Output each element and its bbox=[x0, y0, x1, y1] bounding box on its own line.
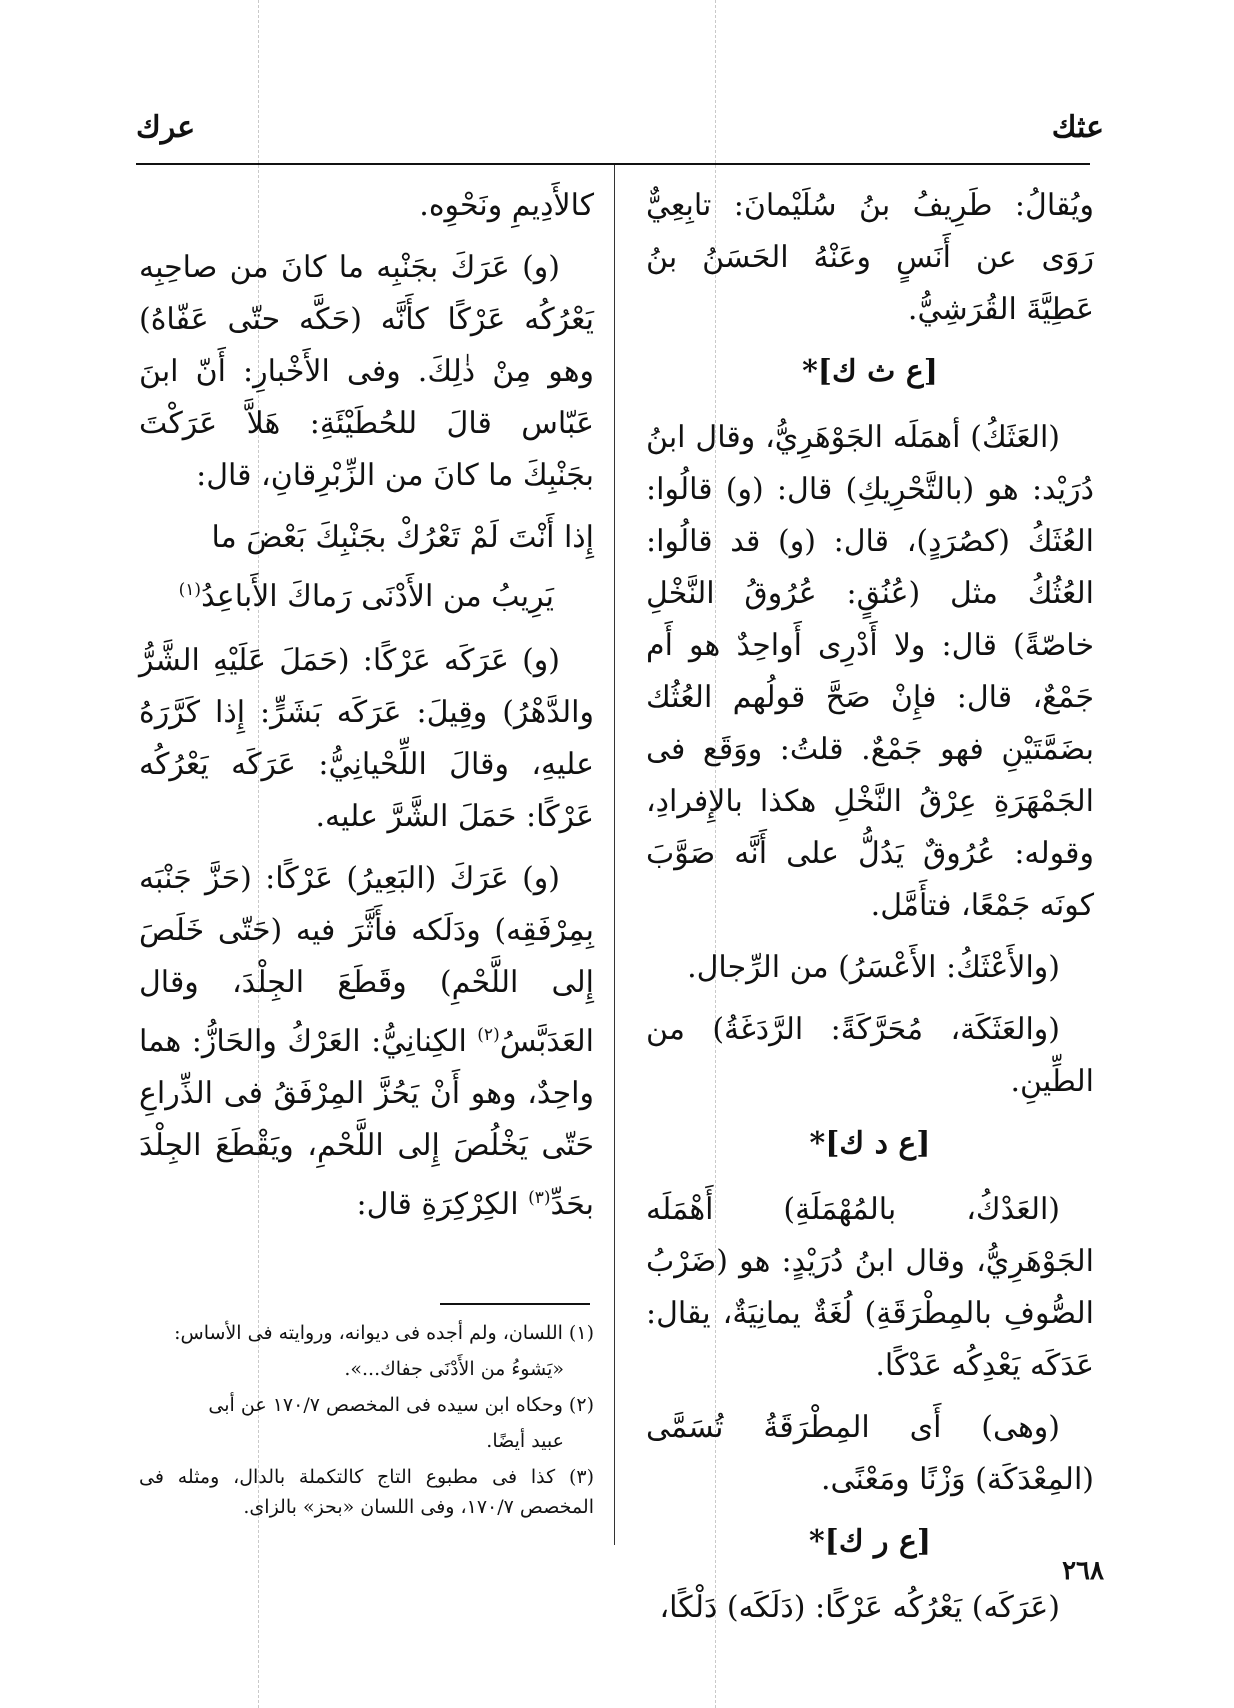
entry-heading: [ع د ك]* bbox=[809, 1126, 931, 1161]
paragraph bbox=[139, 853, 594, 1231]
paragraph: (العَدْكُ، بالمُهْمَلَةِ) أَهْمَلَه الجَوْهَرِيُّ، وقال ابنُ دُرَيْدٍ: هو (ضَرْبُ الصُّوفِ بالمِطْرَقَةِ) لُغَةٌ يمانِيَةٌ، يقال: عَدَكَه يَعْدِكُه عَدْكًا. bbox=[646, 1192, 1094, 1383]
footnote-continuation: عبيد أيضًا. bbox=[486, 1430, 564, 1452]
footnote-marker: (٣) bbox=[528, 1188, 551, 1208]
paragraph: (والأَعْثَكُ: الأَعْسَرُ) من الرِّجال. bbox=[687, 950, 1060, 985]
running-header-right: عثك bbox=[1051, 110, 1104, 145]
paragraph: (وهى) أَى المِطْرَقَةُ تُسَمَّى (المِعْدَكَة) وَزْنًا ومَعْنًى. bbox=[646, 1410, 1094, 1497]
footnote: (١) اللسان، ولم أجده فى ديوانه، وروايته فى الأساس: bbox=[174, 1322, 594, 1344]
right-column bbox=[646, 180, 1094, 1644]
page-number: ٢٦٨ bbox=[1062, 1556, 1104, 1586]
entry-heading: [ع ر ك]* bbox=[808, 1524, 932, 1559]
column-divider bbox=[614, 165, 615, 1545]
paragraph: (العَثَكُ) أهمَلَه الجَوْهَرِيُّ، وقال ابنُ دُرَيْد: هو (بالتَّحْرِيكِ) قال: (و) قالُوا: العُثَكُ (كصُرَدٍ)، قال: (و) قد قالُوا: العُثُكُ مثل (عُنُقٍ: عُرُوقُ النَّخْلِ خاصّةً) قال: ولا أَدْرِى أَواحِدٌ هو أَم جَمْعٌ، قال: فإِنْ صَحَّ قولُهم العُثُك بضَمَّتَيْنِ فهو جَمْعٌ. قلتُ: ووَقَع فى الجَمْهَرَةِ عِرْقُ النَّخْلِ هكذا بالإِفرادِ، وقوله: عُرُوقٌ يَدُلُّ على أَنَّه صَوَّبَ كونَه جَمْعًا، فتأَمَّل. bbox=[646, 420, 1094, 923]
footnote: (٢) وحكاه ابن سيده فى المخصص ١٧٠/٧ عن أبى bbox=[208, 1394, 594, 1416]
footnotes bbox=[139, 1318, 594, 1528]
paragraph: (عَرَكَه) يَعْرُكُه عَرْكًا: (دَلَكَه) دَلْكًا، bbox=[659, 1590, 1060, 1625]
left-column bbox=[139, 180, 594, 1241]
paragraph: (و) عَرَكَه عَرْكًا: (حَمَلَ عَلَيْهِ الشَّرُّ والدَّهْرُ) وقِيلَ: عَرَكَه بَشَرٍّ: إِذا كَرَّرَهُ عليهِ، وقالَ اللِّحْيانِيُّ: عَرَكَه يَعْرُكُه عَرْكًا: حَمَلَ الشَّرَّ عليه. bbox=[139, 643, 594, 834]
footnote: (٣) كذا فى مطبوع التاج كالتكملة بالدال، ومثله فى المخصص ١٧٠/٧، وفى اللسان «بحز» بالزاى. bbox=[139, 1466, 594, 1518]
paragraph: كالأَدِيمِ ونَحْوِه. bbox=[419, 188, 594, 223]
paragraph-text: الكِنانِيُّ: العَرْكُ والحَازُّ: هما واحِدٌ، وهو أَنْ يَحُزَّ المِرْفَقُ فى الذِّراعِ حَتّى يَخْلُصَ إِلى اللَّحْمِ، ويَقْطَعَ الجِلْدَ بحَدِّ bbox=[139, 1024, 594, 1222]
paragraph-text: (و) عَرَكَ (البَعِيرُ) عَرْكًا: (حَزَّ جَنْبَه بِمِرْفَقِه) ودَلَكه فأَثَّرَ فيه (حَتّى خَلَصَ إِلى اللَّحْمِ) وقَطَعَ الجِلْدَ، وقال العَدَبَّسُ bbox=[139, 861, 594, 1059]
footnote-marker: (٢) bbox=[477, 1025, 500, 1045]
running-header-left: عرك bbox=[136, 110, 196, 145]
header-rule bbox=[136, 163, 1090, 165]
poetry-verse bbox=[139, 512, 594, 623]
footnote-rule bbox=[440, 1303, 590, 1305]
paragraph: (والعَثَكَة، مُحَرَّكَةً: الرَّدَغَةُ) من الطِّينِ. bbox=[646, 1012, 1094, 1099]
footnote-continuation: «يَشوءُ من الأَدْنَى جفاك...». bbox=[344, 1358, 564, 1380]
paragraph: ويُقالُ: طَرِيفُ بنُ سُلَيْمانَ: تابِعِيٌّ رَوَى عن أَنَسٍ وعَنْهُ الحَسَنُ بنُ عَطِيَّةَ القُرَشِيُّ. bbox=[646, 188, 1094, 327]
footnote-marker: (١) bbox=[178, 580, 202, 600]
verse-line bbox=[139, 564, 594, 623]
entry-heading: [ع ث ك]* bbox=[802, 354, 938, 389]
paragraph: (و) عَرَكَ بجَنْبِه ما كانَ من صاحِبِه يَعْرُكُه عَرْكًا كأَنَّه (حَكَّه حتّى عَفّاهُ) وهو مِنْ ذٰلِكَ. وفى الأَخْبارِ: أَنّ ابنَ عَبّاس قالَ للحُطَيْئَةِ: هَلاَّ عَرَكْتَ بجَنْبِكَ ما كانَ من الزِّبْرِقانِ، قال: bbox=[139, 250, 594, 493]
verse-text: يَرِيبُ من الأَدْنَى رَماكَ الأَباعِدُ bbox=[201, 579, 554, 614]
paragraph-text: الكِرْكِرَةِ قال: bbox=[356, 1187, 529, 1222]
verse-line: إِذا أَنْتَ لَمْ تَعْرُكْ بجَنْبِكَ بَعْضَ ما bbox=[211, 520, 594, 555]
